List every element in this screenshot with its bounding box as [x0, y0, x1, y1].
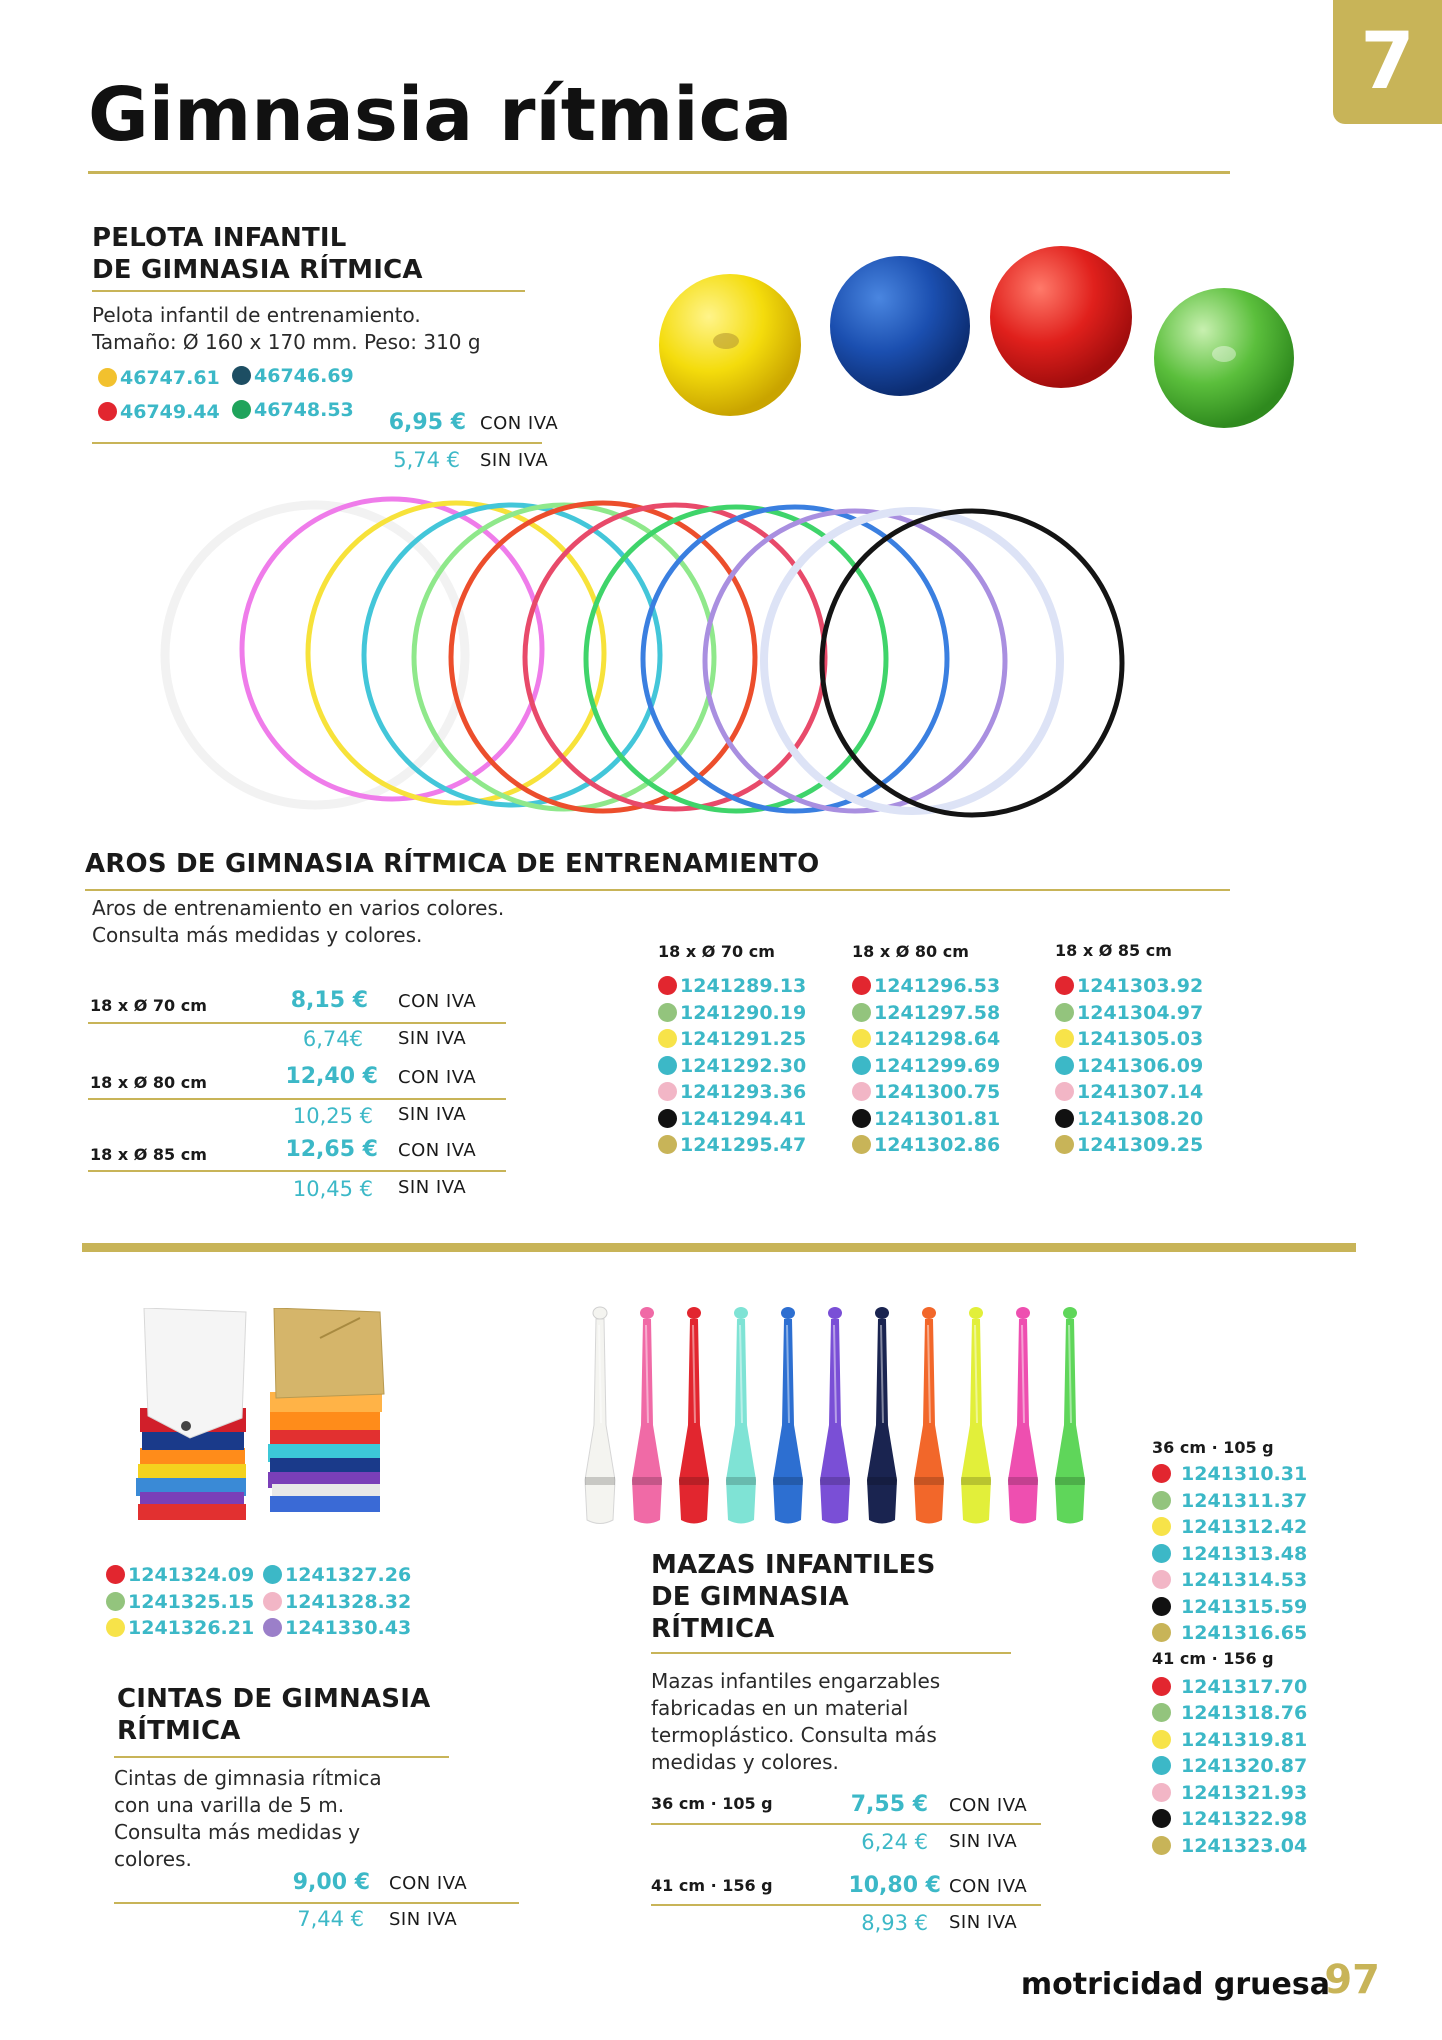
color-dot [1152, 1517, 1171, 1536]
code-item: 1241303.92 [1055, 973, 1235, 1000]
price-rule [88, 1170, 506, 1172]
mazas-code-list [1152, 1438, 1342, 1859]
color-dot [98, 368, 117, 387]
con-iva-label: CON IVA [949, 1876, 1028, 1897]
mazas-price-con-41: 10,80 € [848, 1873, 941, 1898]
color-dot [658, 1082, 677, 1101]
mazas-group-header: 36 cm · 105 g [1152, 1438, 1274, 1457]
club [1008, 1307, 1038, 1524]
con-iva-label: CON IVA [949, 1795, 1028, 1816]
color-dot [1152, 1756, 1171, 1775]
code-item: 1241305.03 [1055, 1026, 1235, 1053]
cintas-description: Cintas de gimnasia rítmica con una varilla de 5 m. Consulta más medidas y colores. [114, 1766, 382, 1871]
code-item: 1241330.43 [263, 1615, 411, 1642]
cintas-title: CINTAS DE GIMNASIA RÍTMICA [117, 1684, 431, 1746]
color-dot [263, 1592, 282, 1611]
footer-section: motricidad gruesa [1020, 1967, 1330, 2002]
code-item: 1241312.42 [1152, 1514, 1342, 1541]
aros-size-80: 18 x Ø 80 cm [90, 1073, 207, 1092]
price-rule [651, 1823, 1041, 1825]
aros-column-header: 18 x Ø 85 cm [1055, 941, 1172, 960]
mazas-title: MAZAS INFANTILES DE GIMNASIA RÍTMICA [651, 1550, 936, 1644]
color-dot [852, 1003, 871, 1022]
color-dot [1152, 1544, 1171, 1563]
code-item: 1241297.58 [852, 1000, 1032, 1027]
code-item: 1241290.19 [658, 1000, 838, 1027]
color-dot [658, 1109, 677, 1128]
club [867, 1307, 897, 1524]
sin-iva-label: SIN IVA [949, 1912, 1018, 1933]
price-rule [88, 1022, 506, 1024]
section-divider [82, 1243, 1356, 1252]
mazas-group-header: 41 cm · 156 g [1152, 1648, 1274, 1668]
aros-code-column [1055, 941, 1235, 1159]
page-number: 97 [1324, 1957, 1380, 2003]
mazas-price-con-36: 7,55 € [850, 1792, 928, 1817]
chapter-tab [1333, 0, 1442, 124]
code-item: 1241317.70 [1152, 1674, 1342, 1701]
code-item: 1241299.69 [852, 1053, 1032, 1080]
con-iva-label: CON IVA [398, 1140, 477, 1161]
code-item: 1241298.64 [852, 1026, 1032, 1053]
color-dot [1055, 976, 1074, 995]
color-dot [1152, 1677, 1171, 1696]
title-rule [88, 171, 1230, 174]
code-item: 1241308.20 [1055, 1106, 1235, 1133]
con-iva-label: CON IVA [480, 413, 559, 434]
mazas-description: Mazas infantiles engarzables fabricadas en un material termoplástico. Consulta más medidas y colores. [651, 1669, 941, 1774]
pelota-code-item: 46748.53 [232, 397, 354, 424]
mazas-title-rule [651, 1652, 1011, 1654]
page-title: Gimnasia rítmica [88, 72, 793, 158]
color-dot [1152, 1730, 1171, 1749]
ball-logo [1212, 346, 1236, 362]
price-rule [114, 1902, 519, 1904]
code-item: 1241326.21 [106, 1615, 254, 1642]
sin-iva-label: SIN IVA [389, 1909, 458, 1930]
code-item: 1241315.59 [1152, 1594, 1342, 1621]
pelota-price-con: 6,95 € [388, 410, 466, 435]
pelota-codes [98, 365, 398, 429]
pelota-price-sin: 5,74 € [393, 448, 460, 472]
ribbons-image [130, 1308, 410, 1538]
color-dot [1055, 1003, 1074, 1022]
color-dot [106, 1618, 125, 1637]
mazas-size-36: 36 cm · 105 g [651, 1794, 773, 1813]
aros-size-85: 18 x Ø 85 cm [90, 1145, 207, 1164]
code-item: 1241289.13 [658, 973, 838, 1000]
color-dot [852, 1082, 871, 1101]
sin-iva-label: SIN IVA [949, 1831, 1018, 1852]
color-dot [658, 976, 677, 995]
color-dot [1055, 1082, 1074, 1101]
color-dot [852, 1109, 871, 1128]
pelota-code-item: 46747.61 [98, 365, 220, 392]
aros-size-70: 18 x Ø 70 cm [90, 996, 207, 1015]
code-item: 1241318.76 [1152, 1700, 1342, 1727]
club [585, 1307, 615, 1524]
color-dot [106, 1592, 125, 1611]
club [914, 1307, 944, 1524]
chapter-number: 7 [1360, 17, 1415, 107]
color-dot [232, 400, 251, 419]
cintas-title-rule [114, 1756, 449, 1758]
pelota-title-rule [92, 290, 525, 292]
aros-price-con-85: 12,65 € [285, 1137, 378, 1162]
code-item: 1241301.81 [852, 1106, 1032, 1133]
code-item: 1241313.48 [1152, 1541, 1342, 1568]
con-iva-label: CON IVA [398, 991, 477, 1012]
aros-price-sin-85: 10,45 € [292, 1177, 373, 1201]
club [820, 1307, 850, 1524]
con-iva-label: CON IVA [398, 1067, 477, 1088]
code-item: 1241319.81 [1152, 1727, 1342, 1754]
sin-iva-label: SIN IVA [480, 450, 549, 471]
code-item: 1241328.32 [263, 1589, 411, 1616]
code-item: 1241300.75 [852, 1079, 1032, 1106]
code-item: 1241311.37 [1152, 1488, 1342, 1515]
cintas-price-sin: 7,44 € [297, 1907, 364, 1931]
color-dot [1152, 1703, 1171, 1722]
code-item: 1241309.25 [1055, 1132, 1235, 1159]
code-item: 1241320.87 [1152, 1753, 1342, 1780]
balls-image [650, 230, 1300, 440]
color-dot [1152, 1783, 1171, 1802]
color-dot [658, 1003, 677, 1022]
color-dot [1152, 1491, 1171, 1510]
code-item: 1241325.15 [106, 1589, 254, 1616]
code-item: 1241296.53 [852, 973, 1032, 1000]
code-item: 1241310.31 [1152, 1461, 1342, 1488]
sin-iva-label: SIN IVA [398, 1028, 467, 1049]
aros-price-con-80: 12,40 € [285, 1064, 378, 1089]
clubs-image [580, 1305, 1100, 1530]
cintas-codes-right [263, 1562, 411, 1642]
color-dot [106, 1565, 125, 1584]
color-dot [852, 976, 871, 995]
color-dot [1055, 1056, 1074, 1075]
code-item: 1241294.41 [658, 1106, 838, 1133]
code-item: 1241324.09 [106, 1562, 254, 1589]
pelota-code-item: 46749.44 [98, 399, 220, 426]
color-dot [1055, 1135, 1074, 1154]
aros-price-con-70: 8,15 € [290, 988, 368, 1013]
price-rule [92, 442, 542, 444]
club [1055, 1307, 1085, 1524]
club [726, 1307, 756, 1524]
aros-title: AROS DE GIMNASIA RÍTMICA DE ENTRENAMIENTO [85, 849, 820, 879]
club [773, 1307, 803, 1524]
color-dot [658, 1056, 677, 1075]
code-item: 1241306.09 [1055, 1053, 1235, 1080]
color-dot [1055, 1109, 1074, 1128]
code-item: 1241293.36 [658, 1079, 838, 1106]
color-dot [1055, 1029, 1074, 1048]
hoops-image [160, 485, 1140, 825]
mazas-price-sin-36: 6,24 € [861, 1830, 928, 1854]
color-dot [1152, 1597, 1171, 1616]
code-item: 1241314.53 [1152, 1567, 1342, 1594]
color-dot [852, 1056, 871, 1075]
aros-price-sin-70: 6,74€ [302, 1027, 363, 1051]
code-item: 1241302.86 [852, 1132, 1032, 1159]
mazas-size-41: 41 cm · 156 g [651, 1876, 773, 1895]
footer [1000, 1955, 1400, 2015]
aros-description: Aros de entrenamiento en varios colores. Consulta más medidas y colores. [92, 896, 505, 947]
club [632, 1307, 662, 1524]
color-dot [658, 1135, 677, 1154]
code-item: 1241322.98 [1152, 1806, 1342, 1833]
aros-code-column [658, 942, 838, 1159]
color-dot [1152, 1464, 1171, 1483]
color-dot [1152, 1809, 1171, 1828]
cintas-price-con: 9,00 € [292, 1870, 370, 1895]
code-item: 1241304.97 [1055, 1000, 1235, 1027]
code-item: 1241327.26 [263, 1562, 411, 1589]
pelota-title: PELOTA INFANTIL DE GIMNASIA RÍTMICA [92, 223, 423, 285]
blue-ball [830, 256, 970, 396]
color-dot [98, 402, 117, 421]
code-item: 1241295.47 [658, 1132, 838, 1159]
price-rule [88, 1098, 506, 1100]
cintas-codes-left [106, 1562, 254, 1642]
aros-price-sin-80: 10,25 € [292, 1104, 373, 1128]
color-dot [263, 1565, 282, 1584]
color-dot [1152, 1623, 1171, 1642]
sin-iva-label: SIN IVA [398, 1177, 467, 1198]
club [679, 1307, 709, 1524]
sin-iva-label: SIN IVA [398, 1104, 467, 1125]
mazas-price-sin-41: 8,93 € [861, 1911, 928, 1935]
aros-code-column [852, 942, 1032, 1159]
code-item: 1241292.30 [658, 1053, 838, 1080]
color-dot [263, 1618, 282, 1637]
price-rule [651, 1904, 1041, 1906]
code-item: 1241321.93 [1152, 1780, 1342, 1807]
color-dot [1152, 1836, 1171, 1855]
code-item: 1241323.04 [1152, 1833, 1342, 1860]
code-item: 1241291.25 [658, 1026, 838, 1053]
color-dot [852, 1135, 871, 1154]
aros-column-header: 18 x Ø 70 cm [658, 942, 775, 961]
club [961, 1307, 991, 1524]
ball-logo [713, 333, 739, 349]
code-item: 1241316.65 [1152, 1620, 1342, 1647]
con-iva-label: CON IVA [389, 1873, 468, 1894]
color-dot [1152, 1570, 1171, 1589]
aros-title-rule [85, 889, 1230, 891]
red-ball [990, 246, 1132, 388]
pelota-code-item: 46746.69 [232, 363, 354, 390]
pelota-description: Pelota infantil de entrenamiento. Tamaño: Ø 160 x 170 mm. Peso: 310 g [92, 303, 481, 354]
color-dot [852, 1029, 871, 1048]
color-dot [232, 366, 251, 385]
aros-column-header: 18 x Ø 80 cm [852, 942, 969, 961]
code-item: 1241307.14 [1055, 1079, 1235, 1106]
color-dot [658, 1029, 677, 1048]
